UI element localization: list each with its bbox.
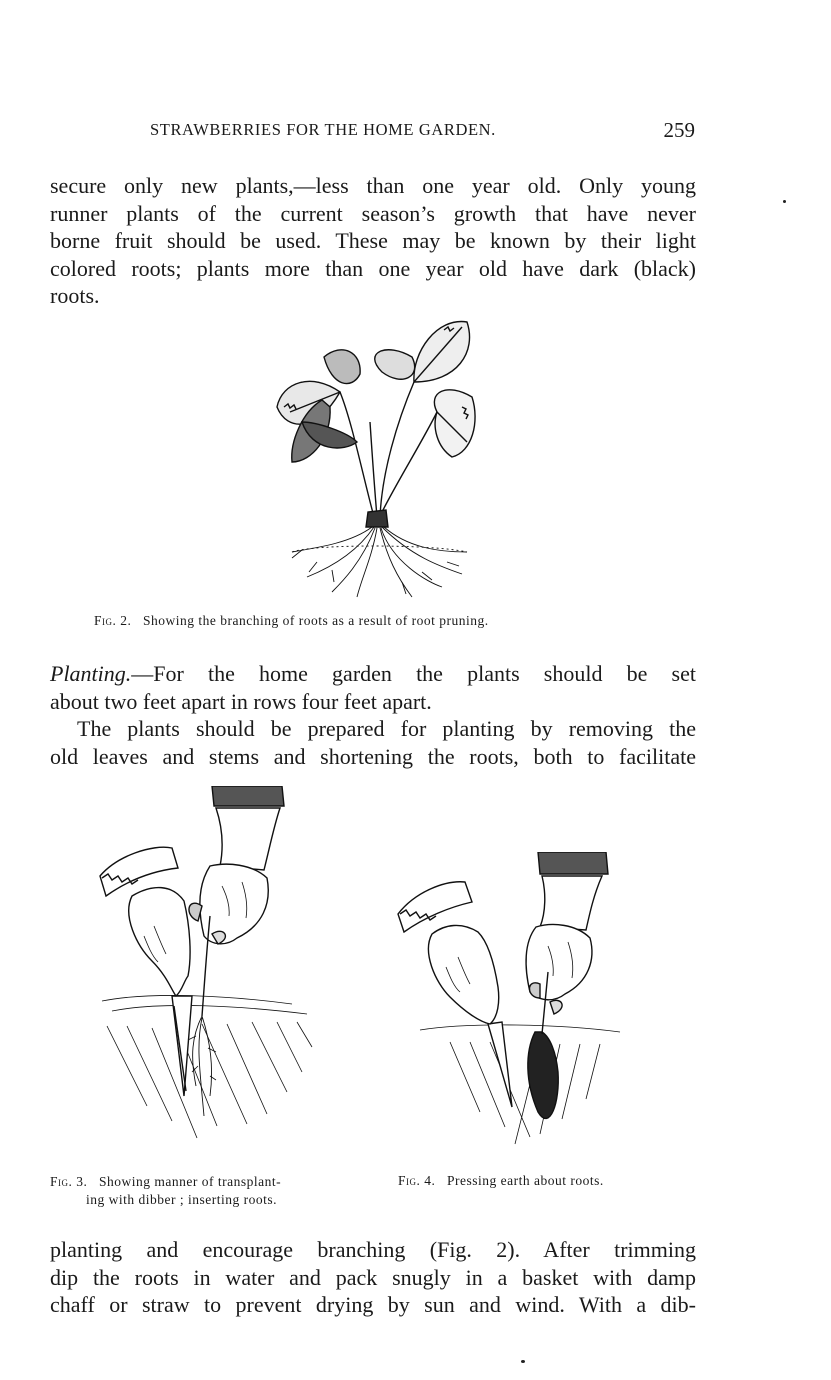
running-header	[150, 118, 695, 142]
caption-text-continued: ing with dibber ; inserting roots.	[86, 1192, 277, 1207]
text-line: The plants should be prepared for planting by removing the	[77, 716, 696, 741]
caption-text: Showing manner of transplant-	[99, 1174, 282, 1189]
planting-line1: —For the home garden the plants should be set	[131, 661, 696, 686]
hands-pressing-earth-illustration	[390, 852, 622, 1158]
text-line: old leaves and stems and shortening the roots, both to facilitate	[50, 743, 696, 769]
planting-heading: Planting.	[50, 661, 132, 686]
print-speck	[783, 200, 786, 203]
text-line: about two feet apart in rows four feet apart.	[50, 688, 432, 714]
text-line: planting and encourage branching (Fig. 2). After trimming	[50, 1237, 696, 1262]
figure-2-caption	[94, 613, 489, 629]
text-line: dip the roots in water and pack snugly in a basket with damp	[50, 1264, 696, 1290]
text-line: chaff or straw to prevent drying by sun and wind. With a dib-	[50, 1292, 696, 1317]
caption-label: Fig. 4.	[398, 1173, 436, 1188]
figure-3-caption	[50, 1173, 281, 1209]
page-number: 259	[663, 118, 695, 142]
caption-label: Fig. 2.	[94, 613, 132, 628]
text-line: runner plants of the current season’s growth that have never	[50, 200, 696, 226]
print-speck	[521, 1360, 525, 1363]
paragraph-planting	[50, 660, 696, 770]
paragraph-roots	[50, 172, 696, 310]
text-line	[50, 660, 696, 688]
running-title: STRAWBERRIES FOR THE HOME GARDEN.	[150, 120, 496, 139]
paragraph-trimming	[50, 1236, 696, 1319]
text-line: colored roots; plants more than one year old have dark (black)	[50, 255, 696, 281]
text-line: borne fruit should be used. These may be known by their light	[50, 228, 696, 253]
caption-text: Pressing earth about roots.	[447, 1173, 604, 1188]
text-line: secure only new plants,—less than one year old. Only young	[50, 173, 696, 198]
caption-label: Fig. 3.	[50, 1174, 88, 1189]
strawberry-plant-illustration	[262, 312, 488, 604]
caption-text: Showing the branching of roots as a result of root pruning.	[143, 613, 489, 628]
figure-4-caption	[398, 1173, 604, 1189]
hands-dibber-inserting-roots-illustration	[92, 786, 324, 1158]
text-line: roots.	[50, 283, 100, 308]
